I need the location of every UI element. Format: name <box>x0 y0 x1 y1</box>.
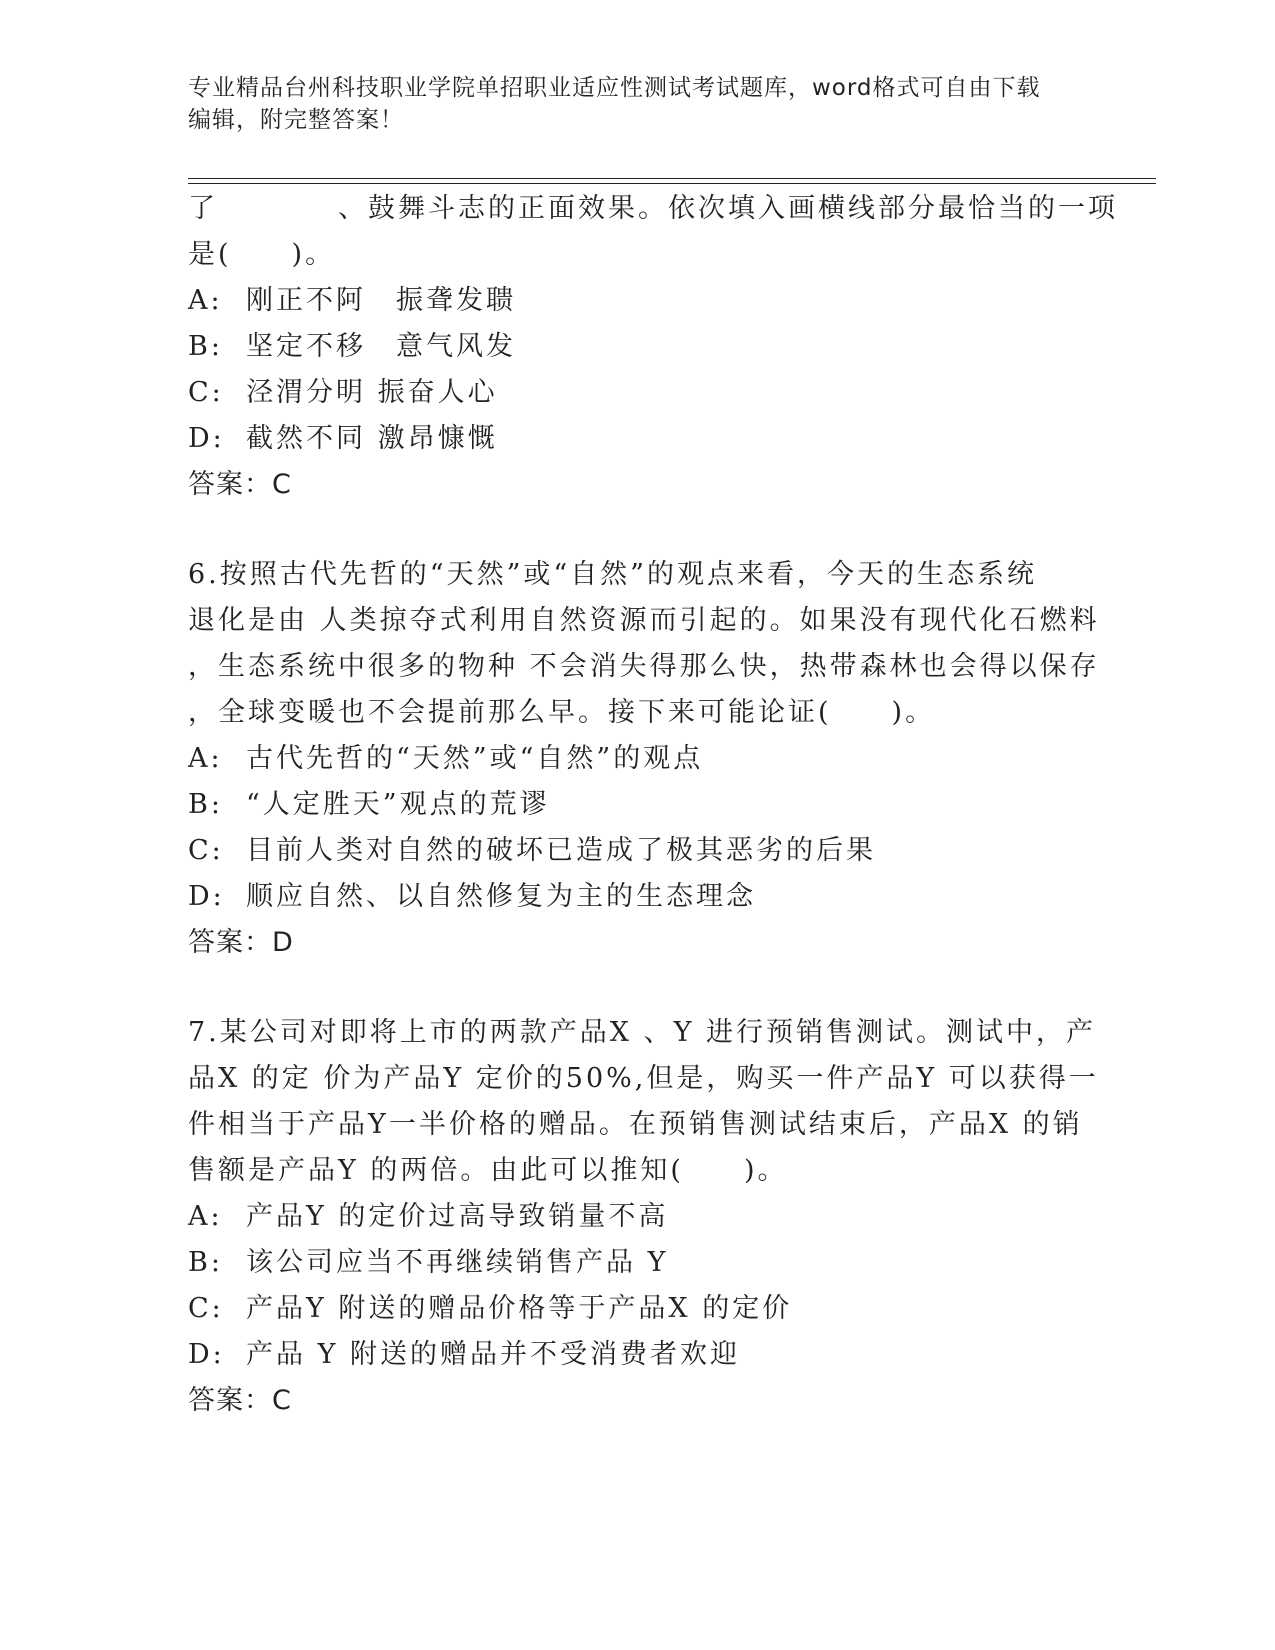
option-c <box>188 828 1088 874</box>
option-b <box>188 782 1088 828</box>
question-stem-line: 7.某公司对即将上市的两款产品X 、Y 进行预销售测试。测试中，产 <box>188 1017 1096 1048</box>
option-text: 泾渭分明 振奋人心 <box>246 377 498 408</box>
spacer <box>188 508 1088 552</box>
option-b <box>188 1240 1088 1286</box>
option-key: D: <box>188 423 225 454</box>
header-line-2: 编辑，附完整答案！ <box>188 107 404 133</box>
option-key: C: <box>188 835 224 866</box>
option-a <box>188 278 1088 324</box>
option-d <box>188 874 1088 920</box>
option-key: D: <box>188 881 225 912</box>
question-stem-line: ，全球变暖也不会提前那么早。接下来可能论证( )。 <box>188 697 936 728</box>
spacer <box>188 966 1088 1010</box>
option-text: 刚正不阿 振聋发聩 <box>246 285 516 316</box>
option-key: B: <box>188 1247 223 1278</box>
option-a <box>188 736 1088 782</box>
page-header <box>188 72 1088 136</box>
question-5 <box>188 186 1118 508</box>
option-c <box>188 1286 1088 1332</box>
option-text: 坚定不移 意气风发 <box>246 331 516 362</box>
option-key: B: <box>188 789 223 820</box>
answer-line: 答案：C <box>188 469 292 500</box>
option-key: A: <box>188 285 223 316</box>
question-stem-line: 售额是产品Y 的两倍。由此可以推知( )。 <box>188 1155 788 1186</box>
option-key: C: <box>188 377 224 408</box>
option-text: 截然不同 激昂慷慨 <box>246 423 498 454</box>
question-7 <box>188 1010 1099 1424</box>
option-key: B: <box>188 331 223 362</box>
answer-line: 答案：C <box>188 1385 292 1416</box>
option-text: 古代先哲的“天然”或“自然”的观点 <box>246 743 704 774</box>
header-divider-top <box>188 178 1156 179</box>
question-content <box>188 186 1118 1424</box>
header-line-1: 专业精品台州科技职业学院单招职业适应性测试考试题库，word格式可自由下载 <box>188 75 1041 101</box>
option-text: 目前人类对自然的破坏已造成了极其恶劣的后果 <box>246 835 876 866</box>
question-stem-line: 品X 的定 价为产品Y 定价的50%,但是，购买一件产品Y 可以获得一 <box>188 1063 1099 1094</box>
option-b <box>188 324 1088 370</box>
option-text: 产品Y 附送的赠品价格等于产品X 的定价 <box>246 1293 793 1324</box>
question-stem-line: ，生态系统中很多的物种 不会消失得那么快，热带森林也会得以保存 <box>188 651 1100 682</box>
answer-line: 答案：D <box>188 927 294 958</box>
option-text: 产品Y 的定价过高导致销量不高 <box>246 1201 669 1232</box>
option-c <box>188 370 1088 416</box>
option-key: A: <box>188 1201 223 1232</box>
option-key: C: <box>188 1293 224 1324</box>
option-a <box>188 1194 1088 1240</box>
option-key: A: <box>188 743 223 774</box>
option-text: 产品 Y 附送的赠品并不受消费者欢迎 <box>246 1339 740 1370</box>
option-d <box>188 1332 1088 1378</box>
option-text: 该公司应当不再继续销售产品 Y <box>246 1247 669 1278</box>
header-divider-bottom <box>188 183 1156 184</box>
question-6 <box>188 552 1100 966</box>
question-stem-line: 是( )。 <box>188 239 336 270</box>
question-stem-line: 6.按照古代先哲的“天然”或“自然”的观点来看，今天的生态系统 <box>188 559 1037 590</box>
option-key: D: <box>188 1339 225 1370</box>
question-stem-line: 件相当于产品Y一半价格的赠品。在预销售测试结束后，产品X 的销 <box>188 1109 1083 1140</box>
question-stem-line: 了 、鼓舞斗志的正面效果。依次填入画横线部分最恰当的一项 <box>188 193 1118 224</box>
option-d <box>188 416 1088 462</box>
option-text: 顺应自然、以自然修复为主的生态理念 <box>246 881 756 912</box>
question-stem-line: 退化是由 人类掠夺式利用自然资源而引起的。如果没有现代化石燃料 <box>188 605 1100 636</box>
option-text: “人定胜天”观点的荒谬 <box>246 789 550 820</box>
